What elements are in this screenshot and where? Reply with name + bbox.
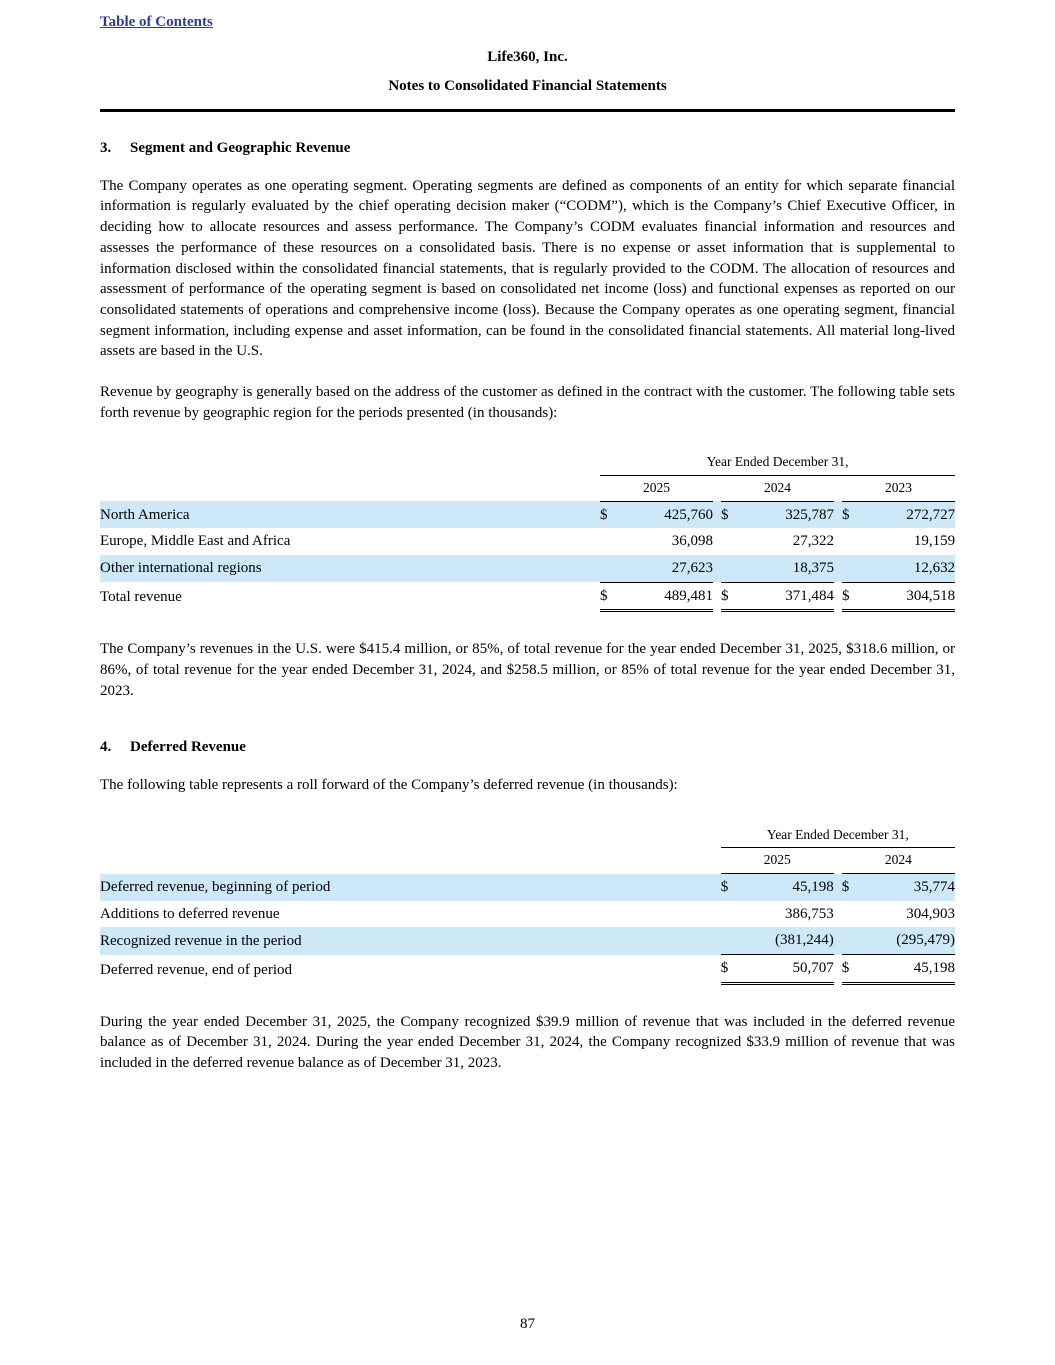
cell-value: 45,198 bbox=[860, 955, 955, 984]
cell-value: 325,787 bbox=[785, 506, 834, 523]
dollar-sign: $ bbox=[721, 506, 729, 523]
dollar-sign: $ bbox=[600, 582, 618, 611]
dollar-sign: $ bbox=[721, 955, 739, 984]
year-2024-header: 2024 bbox=[721, 475, 834, 501]
year-2024-header: 2024 bbox=[842, 848, 955, 874]
table-year-header-row bbox=[100, 848, 955, 874]
geography-intro-paragraph: Revenue by geography is generally based on the address of the customer as defined in the contract with the customer. The following table sets forth revenue by geographic region for the periods presented (in thousands): bbox=[100, 383, 955, 421]
section-4-heading bbox=[100, 737, 955, 758]
dollar-sign: $ bbox=[721, 582, 739, 611]
table-span-header-row bbox=[100, 823, 955, 848]
year-2023-header: 2023 bbox=[842, 475, 955, 501]
row-label: Total revenue bbox=[100, 589, 182, 606]
cell-value: 27,322 bbox=[792, 533, 834, 550]
table-of-contents-link[interactable]: Table of Contents bbox=[100, 14, 213, 30]
table-total-row bbox=[100, 955, 955, 984]
table-row bbox=[100, 555, 955, 582]
deferred-revenue-table bbox=[100, 823, 955, 985]
deferred-revenue-intro: The following table represents a roll forward of the Company’s deferred revenue (in thousands): bbox=[100, 777, 678, 794]
cell-value: 45,198 bbox=[792, 879, 834, 895]
dollar-sign: $ bbox=[842, 955, 860, 984]
table-row bbox=[100, 927, 955, 954]
document-title: Notes to Consolidated Financial Statements bbox=[388, 78, 667, 95]
row-label: North America bbox=[100, 506, 190, 523]
row-label: Europe, Middle East and Africa bbox=[100, 533, 291, 550]
page-number: 87 bbox=[520, 1316, 535, 1333]
year-2025-header: 2025 bbox=[600, 475, 713, 501]
section-3-number: 3. bbox=[100, 140, 112, 157]
year-ended-header: Year Ended December 31, bbox=[721, 823, 955, 848]
section-3-heading bbox=[100, 138, 955, 159]
recognized-revenue-paragraph: During the year ended December 31, 2025, the Company recognized $39.9 million of revenue that was included in the deferred revenue balance as of December 31, 2024. During the year ended December 31, 2024, the Company recognized $33.9 million of revenue that was included in the deferred revenue balance as of December 31, 2023. bbox=[100, 1013, 955, 1072]
table-span-header-row bbox=[100, 450, 955, 475]
dollar-sign: $ bbox=[841, 879, 850, 895]
row-label: Deferred revenue, end of period bbox=[100, 961, 292, 978]
table-total-row bbox=[100, 582, 955, 611]
cell-value: 18,375 bbox=[739, 555, 834, 582]
cell-value: 12,632 bbox=[860, 555, 955, 582]
cell-value: 371,484 bbox=[739, 582, 834, 611]
cell-value: 35,774 bbox=[913, 879, 955, 895]
cell-value: 304,903 bbox=[906, 905, 955, 922]
cell-value: 19,159 bbox=[913, 533, 956, 550]
dollar-sign: $ bbox=[600, 506, 608, 523]
revenue-by-geography-table bbox=[100, 450, 955, 612]
row-label: Deferred revenue, beginning of period bbox=[100, 879, 331, 895]
cell-value: 27,623 bbox=[618, 555, 713, 582]
cell-value: 489,481 bbox=[618, 582, 713, 611]
cell-value: (295,479) bbox=[860, 927, 955, 954]
cell-value: 272,727 bbox=[906, 506, 956, 523]
row-label: Other international regions bbox=[100, 560, 262, 577]
company-name: Life360, Inc. bbox=[487, 48, 568, 65]
year-2025-header: 2025 bbox=[721, 848, 834, 874]
table-row bbox=[100, 874, 955, 901]
table-row bbox=[100, 528, 955, 555]
cell-value: (381,244) bbox=[739, 927, 834, 954]
row-label: Additions to deferred revenue bbox=[100, 905, 280, 922]
section-3-title: Segment and Geographic Revenue bbox=[130, 140, 351, 157]
section-4-number: 4. bbox=[100, 739, 112, 756]
header-divider bbox=[100, 109, 955, 112]
row-label: Recognized revenue in the period bbox=[100, 932, 302, 949]
segment-paragraph: The Company operates as one operating segment. Operating segments are defined as components of an entity for which separate financial information is regularly evaluated by the chief operating decision maker (“CODM”), which is the Company’s Chief Executive Officer, in deciding how to allocate resources and assess performance. The Company’s CODM evaluates financial information and resources and assesses the performance of these resources on a consolidated basis. There is no expense or asset information that is supplemental to information disclosed within the consolidated financial statements, that is regularly provided to the CODM. The allocation of resources and assessment of performance of the operating segment is based on consolidated net income (loss) and functional expenses as reported on our consolidated statements of operations and comprehensive income (loss). Because the Company operates as one operating segment, financial segment information, including expense and asset information, can be found in the consolidated financial statements. All material long-lived assets are based in the U.S. bbox=[100, 177, 955, 360]
us-revenue-paragraph: The Company’s revenues in the U.S. were $415.4 million, or 85%, of total revenue for the year ended December 31, 2025, $318.6 million, or 86%, of total revenue for the year ended December 31, 2024, and $258.5 million, or 85% of total revenue for the year ended December 31, 2023. bbox=[100, 641, 955, 699]
dollar-sign: $ bbox=[842, 582, 860, 611]
table-row bbox=[100, 501, 955, 528]
cell-value: 50,707 bbox=[739, 955, 834, 984]
year-ended-header: Year Ended December 31, bbox=[600, 450, 955, 475]
section-4-title: Deferred Revenue bbox=[130, 739, 246, 756]
cell-value: 304,518 bbox=[860, 582, 955, 611]
table-year-header-row bbox=[100, 475, 955, 501]
dollar-sign: $ bbox=[842, 506, 850, 523]
table-row bbox=[100, 901, 955, 928]
dollar-sign: $ bbox=[720, 879, 729, 895]
cell-value: 425,760 bbox=[664, 506, 713, 523]
cell-value: 386,753 bbox=[785, 905, 834, 922]
cell-value: 36,098 bbox=[671, 533, 713, 550]
